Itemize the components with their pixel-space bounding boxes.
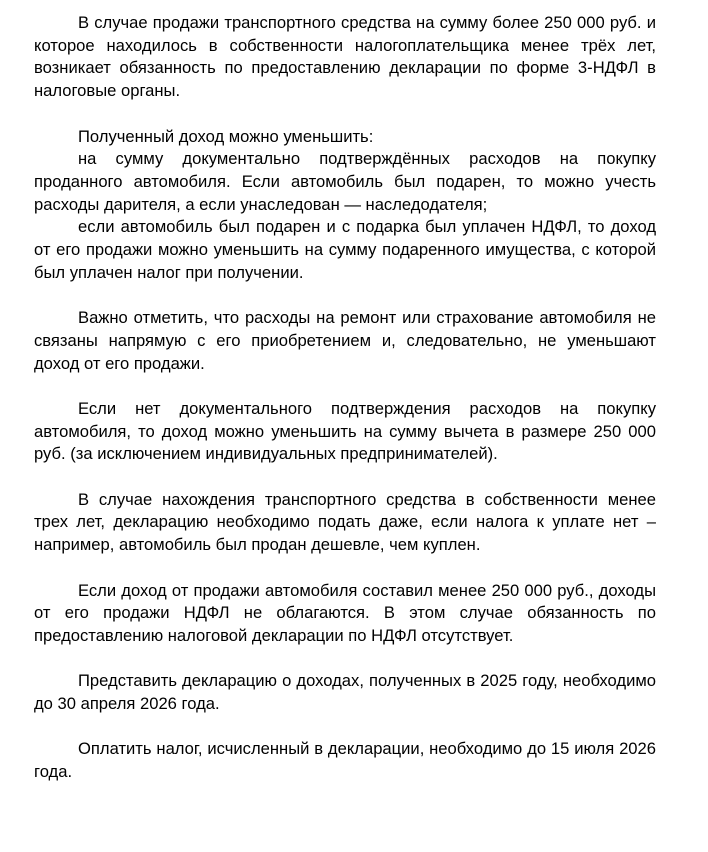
- paragraph-documented-expenses: на сумму документально подтверждённых расходов на покупку проданного автомобиля. Если автомобиль был подарен, то можно учесть расходы дарителя, а если унаследован — наследодателя;: [34, 149, 656, 214]
- paragraph-gap: [34, 103, 656, 126]
- document-body: [34, 12, 656, 784]
- paragraph-income-reduction-intro: Полученный доход можно уменьшить:: [78, 126, 374, 146]
- paragraph-gap: [34, 648, 656, 671]
- paragraph-gap: [34, 375, 656, 398]
- paragraph-declaration-obligation: В случае продажи транспортного средства на сумму более 250 000 руб. и которое находилось в собственности налогоплательщика менее трёх лет, возникает обязанность по предоставлению декларации по форме 3-НДФЛ в налоговые органы.: [34, 13, 656, 101]
- paragraph-income-below-threshold: Если доход от продажи автомобиля составил менее 250 000 руб., доходы от его продажи НДФЛ не облагаются. В этом случае обязанность по предоставлению налоговой декларации по НДФЛ отсутствует.: [34, 580, 656, 645]
- paragraph-gap: [34, 284, 656, 307]
- paragraph-payment-deadline: Оплатить налог, исчисленный в декларации, необходимо до 15 июля 2026 года.: [34, 739, 656, 782]
- paragraph-deduction-250000: Если нет документального подтверждения расходов на покупку автомобиля, то доход можно уменьшить на сумму вычета в размере 250 000 руб. (за исключением индивидуальных предпринимателей).: [34, 398, 656, 464]
- paragraph-gift-tax: если автомобиль был подарен и с подарка был уплачен НДФЛ, то доход от его продажи можно уменьшить на сумму подаренного имущества, с которой был уплачен налог при получении.: [34, 217, 656, 282]
- paragraph-repair-insurance: Важно отметить, что расходы на ремонт или страхование автомобиля не связаны напрямую с его приобретением и, следовательно, не уменьшают доход от его продажи.: [34, 308, 656, 373]
- paragraph-gap: [34, 466, 656, 489]
- paragraph-gap: [34, 557, 656, 580]
- paragraph-declaration-deadline: Представить декларацию о доходах, полученных в 2025 году, необходимо до 30 апреля 2026 года.: [34, 671, 656, 713]
- paragraph-gap: [34, 716, 656, 739]
- paragraph-file-even-if-no-tax: В случае нахождения транспортного средства в собственности менее трех лет, декларацию необходимо подать даже, если налога к уплате нет – например, автомобиль был продан дешевле, чем куплен.: [34, 489, 656, 555]
